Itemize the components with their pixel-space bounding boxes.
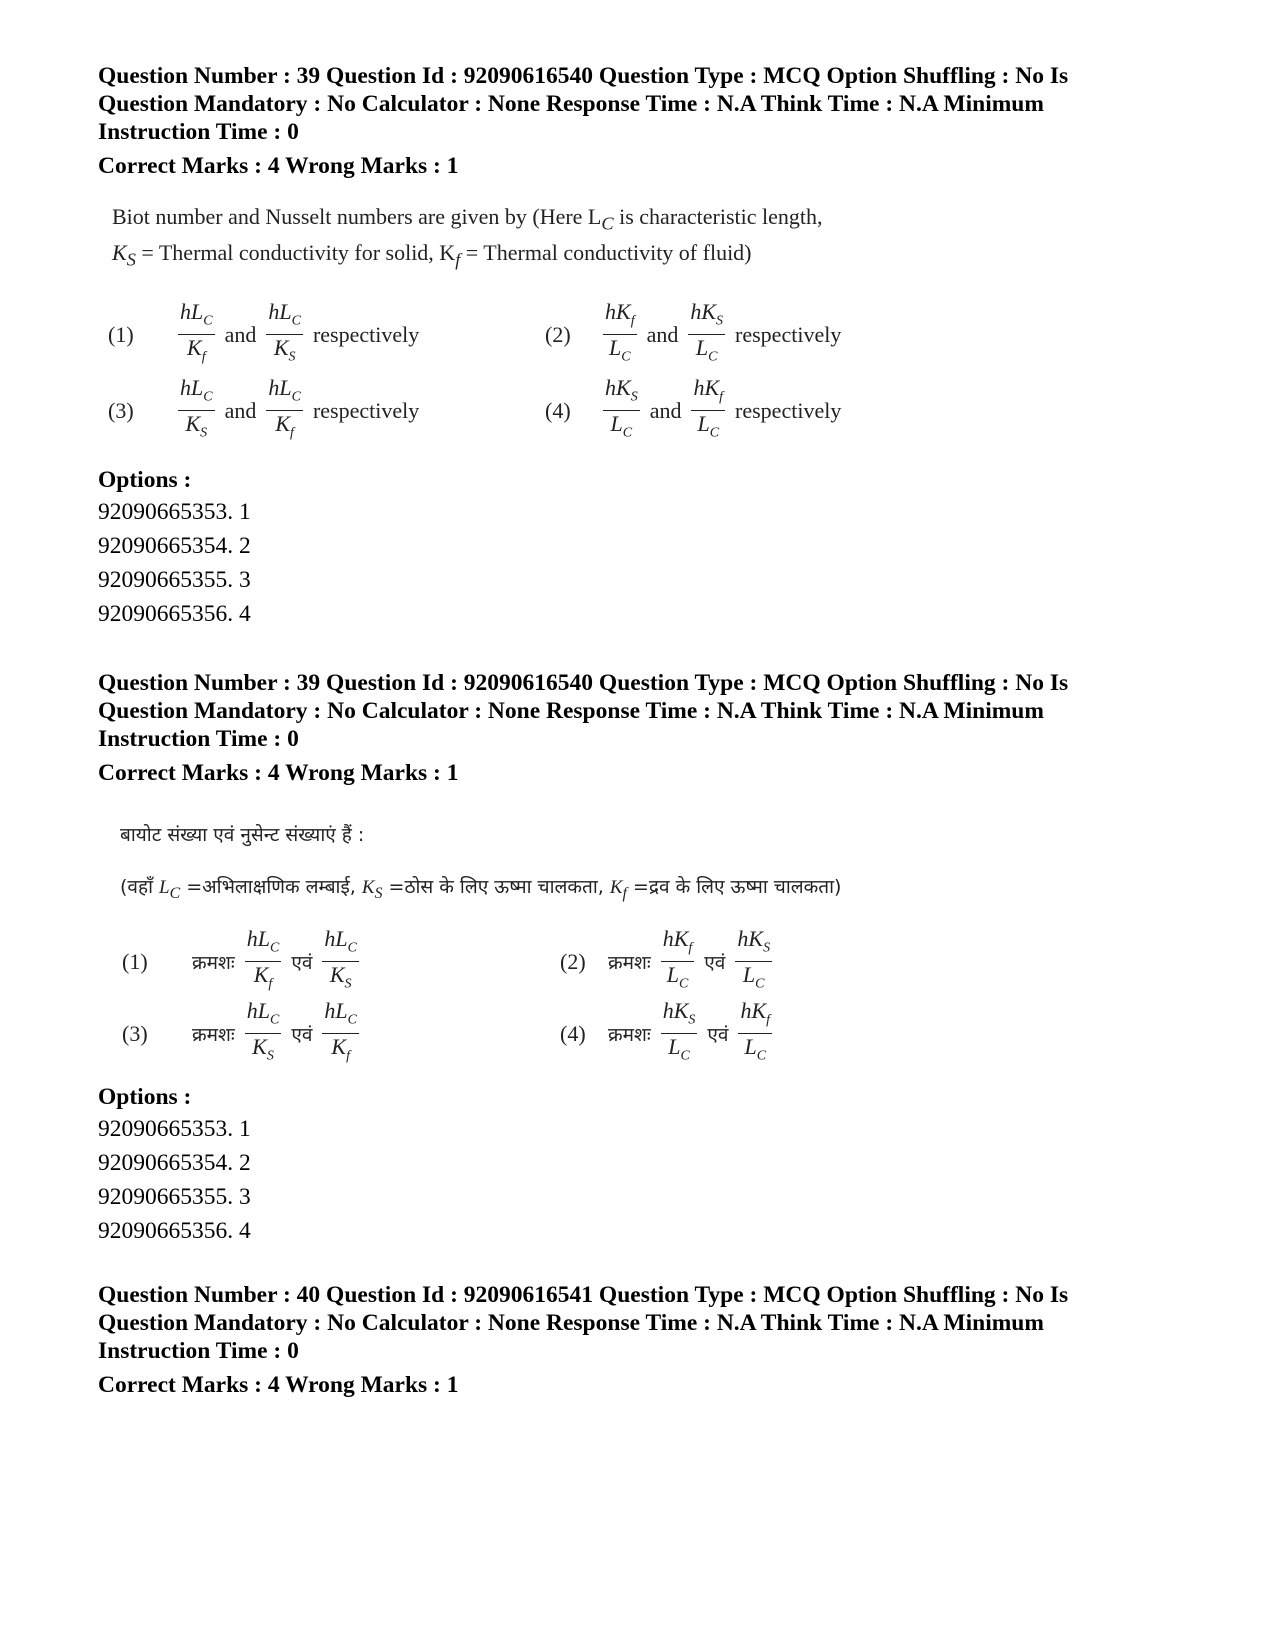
question-meta	[98, 1281, 1178, 1365]
fraction: $\frac{hK_f}{L_C}$	[740, 997, 771, 1064]
choice-1	[122, 926, 359, 998]
stem-sub: f	[455, 249, 461, 270]
choice-4	[545, 375, 851, 447]
suffix-text: respectively	[312, 397, 420, 423]
stem-text: =अभिलाक्षणिक लम्बाई,	[180, 876, 362, 898]
stem-text: (वहाँ	[120, 876, 160, 898]
fraction: $\frac{hL_C}{K_S}$	[180, 374, 213, 441]
prefix-text: क्रमशः	[192, 1023, 235, 1046]
fraction: $\frac{hL_C}{K_f}$	[268, 374, 301, 441]
options-heading: Options :	[98, 1083, 192, 1110]
choice-number: (3)	[122, 1020, 148, 1046]
meta-line: Question Mandatory : No Calculator : None Response Time : N.A Think Time : N.A Minimum	[98, 1310, 1044, 1336]
joiner-text: एवं	[707, 1023, 729, 1046]
meta-line: Question Mandatory : No Calculator : None Response Time : N.A Think Time : N.A Minimum	[98, 698, 1044, 724]
stem-text: बायोट संख्या एवं नुसेन्ट संख्याएं हैं :	[120, 824, 365, 846]
fraction: $\frac{hK_f}{L_C}$	[693, 374, 724, 441]
stem-text: =द्रव के लिए ऊष्मा चालकता)	[626, 876, 842, 898]
question-stem: बायोट संख्या एवं नुसेन्ट संख्याएं हैं : (वहाँ $L_C$ =अभिलाक्षणिक लम्बाई, $K_S$ =ठोस के लिए ऊष्मा चालकता, $K_f$ =द्रव के लिए ऊष्मा चालकता)	[120, 824, 842, 902]
fraction: $\frac{hK_S}{L_C}$	[605, 374, 638, 441]
options-heading: Options :	[98, 466, 192, 493]
suffix-text: respectively	[312, 321, 420, 347]
question-meta	[98, 62, 1178, 146]
option-item: 92090665356. 4	[98, 600, 251, 627]
answer-choices	[98, 926, 1178, 1076]
fraction: $\frac{hK_f}{L_C}$	[605, 298, 635, 365]
question-block-1	[98, 62, 1178, 631]
choice-number: (4)	[545, 397, 571, 423]
suffix-text: respectively	[735, 321, 842, 347]
choice-number: (4)	[560, 1020, 586, 1046]
option-item: 92090665356. 4	[98, 1217, 251, 1244]
option-item: 92090665354. 2	[98, 1149, 251, 1176]
option-item: 92090665355. 3	[98, 566, 251, 593]
joiner-text: and	[649, 397, 682, 423]
prefix-text: क्रमशः	[192, 951, 235, 974]
fraction: $\frac{hK_f}{L_C}$	[662, 925, 693, 992]
choice-1	[108, 299, 429, 371]
joiner-text: एवं	[704, 951, 726, 974]
stem-text: Biot number and Nusselt numbers are given by (Here L	[112, 204, 602, 229]
fraction: $\frac{hK_S}{L_C}$	[737, 925, 771, 992]
fraction: $\frac{hK_S}{L_C}$	[662, 997, 696, 1064]
question-content	[98, 202, 1178, 459]
question-block-2	[98, 669, 1178, 1248]
meta-line: Instruction Time : 0	[98, 1338, 299, 1364]
question-meta	[98, 669, 1178, 753]
fraction: $\frac{hL_C}{K_S}$	[246, 997, 280, 1064]
stem-text: =ठोस के लिए ऊष्मा चालकता,	[382, 876, 610, 898]
fraction: $\frac{hK_S}{L_C}$	[690, 298, 724, 365]
meta-line: Question Number : 39 Question Id : 92090616540 Question Type : MCQ Option Shuffling : No Is	[98, 670, 1069, 696]
answer-choices	[98, 299, 1178, 459]
joiner-text: and	[646, 321, 679, 347]
option-item: 92090665353. 1	[98, 498, 251, 525]
meta-line: Question Mandatory : No Calculator : None Response Time : N.A Think Time : N.A Minimum	[98, 91, 1044, 117]
meta-line: Instruction Time : 0	[98, 726, 299, 752]
choice-3	[108, 375, 429, 447]
choice-number: (2)	[545, 321, 571, 347]
fraction: $\frac{hL_C}{K_S}$	[268, 298, 301, 365]
stem-sub: S	[126, 249, 136, 270]
question-stem	[112, 202, 1178, 275]
fraction: $\frac{hL_C}{K_f}$	[324, 997, 357, 1064]
marks-line: Correct Marks : 4 Wrong Marks : 1	[98, 153, 459, 179]
option-item: 92090665355. 3	[98, 1183, 251, 1210]
meta-line: Instruction Time : 0	[98, 119, 299, 145]
joiner-text: एवं	[291, 1023, 313, 1046]
marks-line: Correct Marks : 4 Wrong Marks : 1	[98, 1372, 459, 1398]
question-block-3	[98, 1281, 1178, 1399]
fraction: $\frac{hL_C}{K_f}$	[246, 925, 280, 992]
choice-number: (2)	[560, 948, 586, 974]
choice-number: (1)	[122, 948, 148, 974]
joiner-text: and	[224, 321, 257, 347]
prefix-text: क्रमशः	[608, 951, 651, 974]
option-item: 92090665353. 1	[98, 1115, 251, 1142]
question-content	[98, 809, 1178, 1076]
suffix-text: respectively	[735, 397, 842, 423]
marks-line: Correct Marks : 4 Wrong Marks : 1	[98, 760, 459, 786]
joiner-text: and	[224, 397, 257, 423]
meta-line: Question Number : 40 Question Id : 92090616541 Question Type : MCQ Option Shuffling : No Is	[98, 1282, 1069, 1308]
fraction: $\frac{hL_C}{K_f}$	[180, 298, 213, 365]
option-item: 92090665354. 2	[98, 532, 251, 559]
choice-2	[560, 926, 772, 998]
stem-text: = Thermal conductivity of fluid)	[460, 240, 752, 266]
meta-line: Question Number : 39 Question Id : 92090616540 Question Type : MCQ Option Shuffling : No Is	[98, 63, 1069, 89]
stem-sub: C	[601, 213, 614, 234]
choice-4	[560, 998, 772, 1070]
joiner-text: एवं	[291, 951, 313, 974]
stem-symbol: K	[112, 240, 127, 266]
stem-text: is characteristic length,	[613, 204, 823, 229]
prefix-text: क्रमशः	[608, 1023, 651, 1046]
stem-text: = Thermal conductivity for solid, K	[135, 240, 456, 266]
fraction: $\frac{hL_C}{K_S}$	[324, 925, 357, 992]
choice-number: (1)	[108, 321, 134, 347]
choice-number: (3)	[108, 397, 134, 423]
choice-2	[545, 299, 851, 371]
choice-3	[122, 998, 359, 1070]
